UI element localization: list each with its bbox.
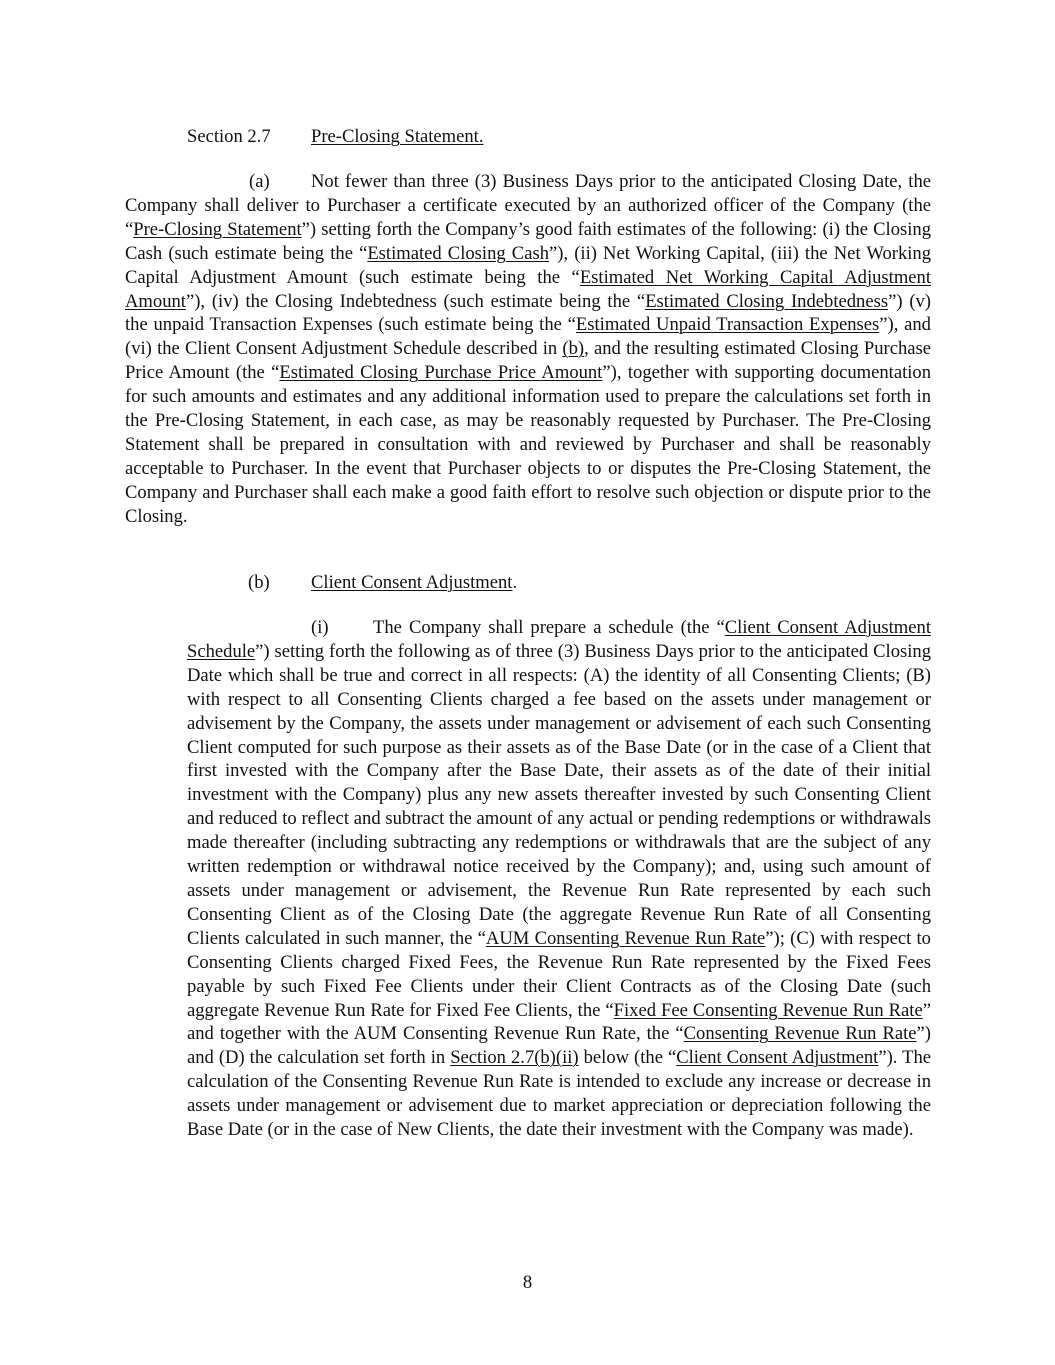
paragraph-i [187,616,931,1142]
paragraph-i-label: (i) [311,617,329,638]
defined-term: Client Consent Adjustment Schedule [187,617,931,662]
paragraph-i-text: ”); (C) with respect to Consenting Clients charged Fixed Fees, the Revenue Run Rate represented by the Fixed Fees payable by such Fixed Fee Clients under their Client Contracts as of the Closing Date (such aggregate Revenue Run Rate for Fixed Fee Clients, the “ [187,927,931,1021]
paragraph-a-text: ”), (iv) the Closing Indebtedness (such estimate being the “ [185,290,646,312]
defined-term: Fixed Fee Consenting Revenue Run Rate [613,999,923,1021]
paragraph-a [125,170,931,529]
defined-term: Estimated Net Working Capital Adjustment Amount [125,266,931,312]
defined-term: Estimated Closing Cash [367,242,549,264]
paragraph-a-text: ”), and (vi) the Client Consent Adjustment Schedule described in [125,314,931,360]
paragraph-i-text: ” and together with the AUM Consenting Revenue Run Rate, the “ [187,999,931,1045]
subsection-b-label: (b) [248,572,270,593]
paragraph-a-text: ”), (ii) Net Working Capital, (iii) the Net Working Capital Adjustment Amount (such estimate being the “ [125,242,932,288]
paragraph-i-text: The Company shall prepare a schedule (the “ [373,617,725,638]
paragraph-i-text: ”) setting forth the following as of three (3) Business Days prior to the anticipated Closing Date which shall be true and correct in all respects: (A) the identity of all Consenting Clients; (B) with respect to all Consenting Clients charged a fee based on the assets under management or advisement by the Company, the assets under management or advisement of each such Consenting Client computed for such purpose as their assets as of the Base Date (or in the case of a Client that first invested with the Company after the Base Date, their assets as of the date of their initial investment with the Company) plus any new assets thereafter invested by such Consenting Client and reduced to reflect and subtract the amount of any actual or pending redemptions or withdrawals made thereafter (including subtracting any redemptions or withdrawals that are the subject of any written redemption or withdrawal notice received by the Company); and, using such amount of assets under management or advisement, the Revenue Run Rate represented by each such Consenting Client as of the Closing Date (the aggregate Revenue Run Rate of all Consenting Clients calculated in such manner, the “ [187,640,931,949]
defined-term: Pre-Closing Statement [133,218,302,240]
subsection-b-heading [248,571,517,595]
paragraph-a-text: ”) (v) the unpaid Transaction Expenses (such estimate being the “ [125,290,931,336]
paragraph-i-text: ”). The calculation of the Consenting Revenue Run Rate is intended to exclude any increase or decrease in assets under management or advisement due to market appreciation or depreciation following the Base Date (or in the case of New Clients, the date their investment with the Company was made). [187,1047,932,1141]
cross-reference-link[interactable]: Section 2.7(b)(ii) [450,1047,579,1069]
subsection-b-period: . [512,572,518,593]
section-heading [187,125,484,149]
cross-reference-link[interactable]: (b) [562,338,585,360]
page-number: 8 [522,1272,533,1293]
paragraph-i-text: ”) and (D) the calculation set forth in [187,1023,931,1069]
defined-term: Estimated Closing Purchase Price Amount [279,362,603,384]
defined-term: Estimated Unpaid Transaction Expenses [575,314,880,336]
defined-term: Client Consent Adjustment [676,1047,879,1069]
paragraph-a-label: (a) [249,171,270,192]
defined-term: Estimated Closing Indebtedness [645,290,889,312]
section-number: Section 2.7 [187,126,271,147]
paragraph-i-text: below (the “ [578,1047,677,1069]
paragraph-a-text: , and the resulting estimated Closing Purchase Price Amount (the “ [125,338,932,384]
paragraph-a-text: ”) setting forth the Company’s good faith estimates of the following: (i) the Closing Cash (such estimate being the “ [125,218,931,264]
defined-term: AUM Consenting Revenue Run Rate [485,927,766,949]
section-title: Pre-Closing Statement. [311,126,484,147]
subsection-b-title: Client Consent Adjustment [311,572,513,593]
defined-term: Consenting Revenue Run Rate [683,1023,917,1045]
paragraph-a-text: Not fewer than three (3) Business Days prior to the anticipated Closing Date, the Company shall deliver to Purchaser a certificate executed by an authorized officer of the Company (the “ [125,171,931,240]
paragraph-a-text: ”), together with supporting documentation for such amounts and estimates and any additional information used to prepare the calculations set forth in the Pre-Closing Statement, in each case, as may be reasonably requested by Purchaser. The Pre-Closing Statement shall be prepared in consultation with and reviewed by Purchaser and shall be reasonably acceptable to Purchaser. In the event that Purchaser objects to or disputes the Pre-Closing Statement, the Company and Purchaser shall each make a good faith effort to resolve such objection or dispute prior to the Closing. [125,362,931,527]
